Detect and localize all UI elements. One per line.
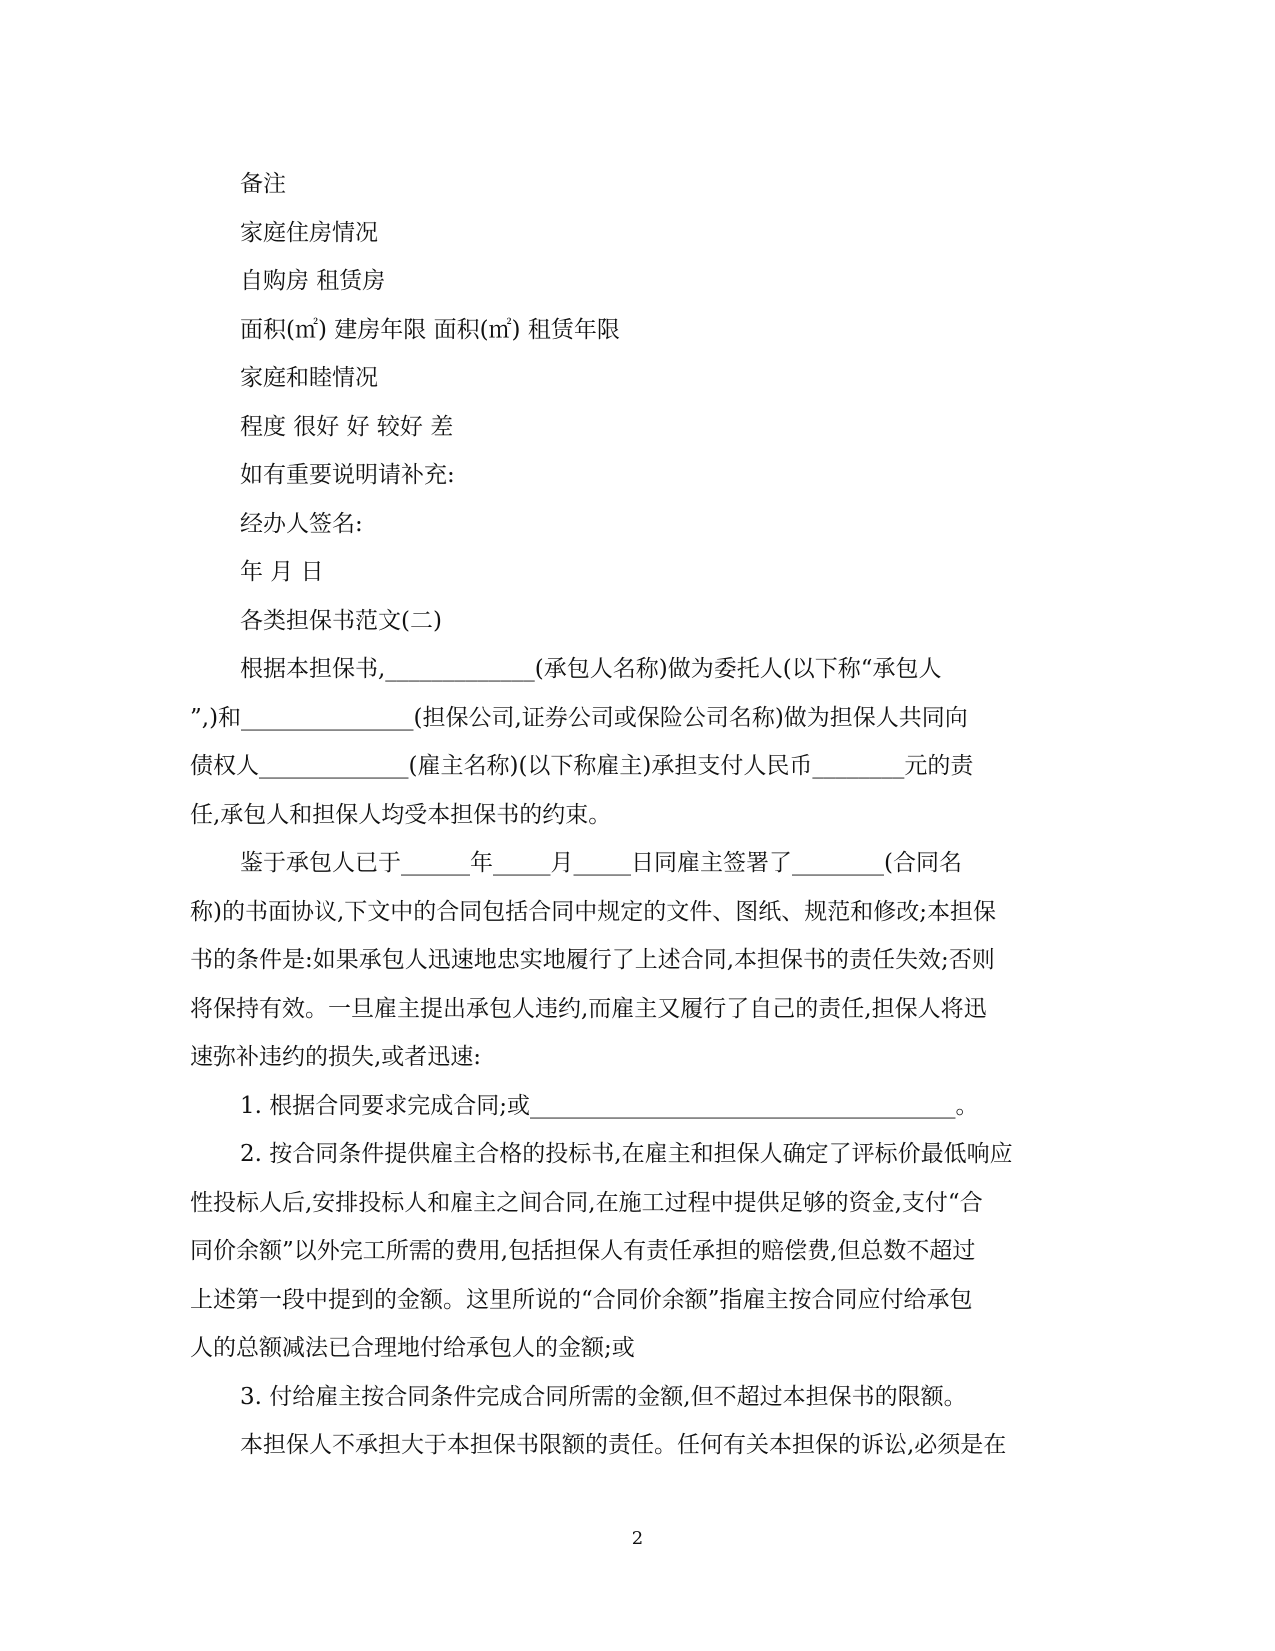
paragraph-line: 称)的书面协议,下文中的合同包括合同中规定的文件、图纸、规范和修改;本担保 — [190, 898, 997, 925]
paragraph-line: 根据本担保书,_____________(承包人名称)做为委托人(以下称“承包人 — [240, 656, 942, 682]
form-line-supplement: 如有重要说明请补充: — [240, 462, 455, 488]
paragraph-line: 人的总额减法已合理地付给承包人的金额;或 — [190, 1335, 635, 1361]
form-line-degree: 程度 很好 好 较好 差 — [240, 413, 454, 440]
paragraph-line: 1. 根据合同要求完成合同;或_____________________________________。 — [240, 1092, 979, 1119]
paragraph-line: 本担保人不承担大于本担保书限额的责任。任何有关本担保的诉讼,必须是在 — [240, 1432, 1007, 1458]
paragraph-line: 2. 按合同条件提供雇主合格的投标书,在雇主和担保人确定了评标价最低响应 — [240, 1141, 1013, 1167]
list-item — [190, 1130, 1075, 1373]
page-number: 2 — [631, 1528, 644, 1549]
form-line-harmony: 家庭和睦情况 — [240, 365, 378, 391]
section-title: 各类担保书范文(二) — [240, 607, 442, 634]
paragraph-line: 速弥补违约的损失,或者迅速: — [190, 1044, 482, 1070]
list-item — [190, 1373, 1075, 1422]
form-line-date: 年 月 日 — [240, 559, 324, 585]
paragraph-line: 3. 付给雇主按合同条件完成合同所需的金额,但不超过本担保书的限额。 — [240, 1383, 967, 1410]
paragraph-line: 债权人_____________(雇主名称)(以下称雇主)承担支付人民币________元的责 — [190, 753, 974, 779]
form-line-housing: 家庭住房情况 — [240, 219, 378, 246]
paragraph — [190, 645, 1075, 839]
list-item — [190, 1082, 1075, 1131]
paragraph — [190, 1421, 1075, 1470]
paragraph-line: 上述第一段中提到的金额。这里所说的“合同价余额”指雇主按合同应付给承包 — [190, 1286, 973, 1313]
paragraph — [190, 839, 1075, 1082]
paragraph-line: 书的条件是:如果承包人迅速地忠实地履行了上述合同,本担保书的责任失效;否则 — [190, 947, 995, 973]
paragraph-line: 同价余额”以外完工所需的费用,包括担保人有责任承担的赔偿费,但总数不超过 — [190, 1238, 976, 1264]
paragraph-line: 将保持有效。一旦雇主提出承包人违约,而雇主又履行了自己的责任,担保人将迅 — [190, 995, 987, 1022]
paragraph-line: ”,)和_______________(担保公司,证券公司或保险公司名称)做为担保人共同向 — [190, 704, 968, 731]
paragraph-line: 性投标人后,安排投标人和雇主之间合同,在施工过程中提供足够的资金,支付“合 — [190, 1189, 983, 1216]
form-line-housing-type: 自购房 租赁房 — [240, 268, 386, 294]
paragraph-line: 任,承包人和担保人均受本担保书的约束。 — [190, 801, 612, 828]
paragraph-line: 鉴于承包人已于______年_____月_____日同雇主签署了________(合同名 — [240, 850, 962, 876]
form-line-signature: 经办人签名: — [240, 510, 363, 537]
document-body — [190, 160, 1075, 1470]
form-line-remarks: 备注 — [240, 171, 286, 197]
form-line-area: 面积(㎡) 建房年限 面积(㎡) 租赁年限 — [240, 316, 620, 343]
